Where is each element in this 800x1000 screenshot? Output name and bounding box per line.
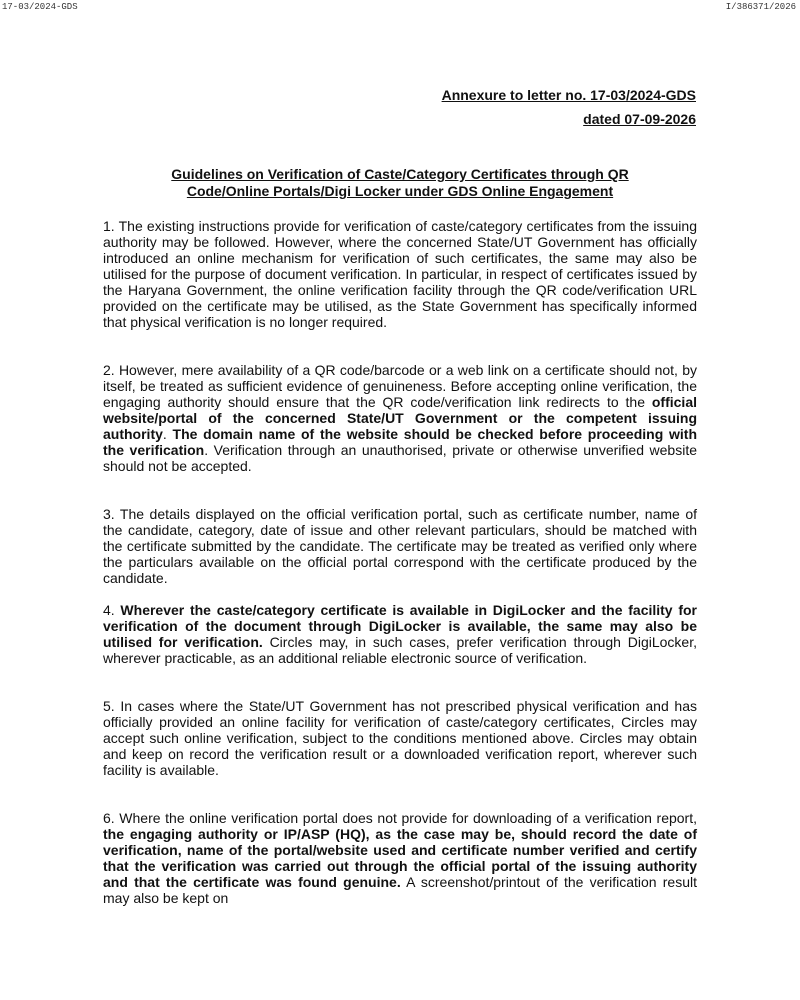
paragraph-2-text-3: . Verification through an unauthorised, private or otherwise unverified website should not be accepted.	[103, 442, 697, 474]
paragraph-6	[103, 810, 697, 906]
document-title-line-1: Guidelines on Verification of Caste/Category Certificates through QR	[171, 166, 629, 182]
paragraph-2-bold-1: official website/portal of the concerned State/UT Government or the competent issuing authority	[103, 394, 697, 442]
paragraph-4-text-2: Circles may, in such cases, prefer verification through DigiLocker, wherever practicable, as an additional reliable electronic source of verification.	[103, 634, 697, 666]
header-document-ref: 17-03/2024-GDS	[2, 2, 78, 12]
annexure-title: Annexure to letter no. 17-03/2024-GDS	[441, 87, 696, 103]
paragraph-4-text-1: 4.	[103, 602, 121, 618]
paragraph-3-text: 3. The details displayed on the official verification portal, such as certificate number, name of the candidate, category, date of issue and other relevant particulars, should be matched with the certificate submitted by the candidate. The certificate may be treated as verified only where the particulars available on the official portal correspond with the certificate produced by the candidate.	[103, 506, 697, 586]
paragraph-5	[103, 698, 697, 778]
annexure-date: dated 07-09-2026	[583, 111, 696, 127]
paragraph-6-text-1: 6. Where the online verification portal does not provide for downloading of a verification report,	[103, 810, 697, 826]
paragraph-4	[103, 602, 697, 666]
document-title	[100, 166, 700, 200]
paragraph-6-text-2: A screenshot/printout of the verification result may also be kept on	[103, 874, 697, 906]
paragraph-3	[103, 506, 697, 586]
paragraph-5-text: 5. In cases where the State/UT Government has not prescribed physical verification and has officially provided an online facility for verification of caste/category certificates, Circles may accept such online verification, subject to the conditions mentioned above. Circles may obtain and keep on record the verification result or a downloaded verification report, wherever such facility is available.	[103, 698, 697, 778]
paragraph-2	[103, 362, 697, 474]
paragraph-2-bold-2: The domain name of the website should be checked before proceeding with the verification	[103, 426, 697, 458]
paragraph-4-bold-1: Wherever the caste/category certificate is available in DigiLocker and the facility for verification of the document through DigiLocker is available, the same may also be utilised for verification.	[103, 602, 697, 650]
paragraph-1-text: 1. The existing instructions provide for verification of caste/category certificates from the issuing authority may be followed. However, where the concerned State/UT Government has officially introduced an online mechanism for verification of such certificates, the same may also be utilised for the purpose of document verification. In particular, in respect of certificates issued by the Haryana Government, the online verification facility through the QR code/verification URL provided on the certificate may be utilised, as the State Government has specifically informed that physical verification is no longer required.	[103, 218, 697, 330]
document-title-line-2: Code/Online Portals/Digi Locker under GDS Online Engagement	[186, 183, 614, 199]
paragraph-2-text-2: .	[162, 426, 173, 442]
paragraph-1	[103, 218, 697, 330]
paragraph-6-bold-1: the engaging authority or IP/ASP (HQ), as the case may be, should record the date of verification, name of the portal/website used and certificate number verified and certify that the verification was carried out through the official portal of the issuing authority and that the certificate was found genuine.	[103, 826, 697, 890]
paragraph-2-text-1: 2. However, mere availability of a QR code/barcode or a web link on a certificate should not, by itself, be treated as sufficient evidence of genuineness. Before accepting online verification, the engaging authority should ensure that the QR code/verification link redirects to the	[103, 362, 697, 410]
header-file-ref: I/386371/2026	[725, 2, 796, 12]
